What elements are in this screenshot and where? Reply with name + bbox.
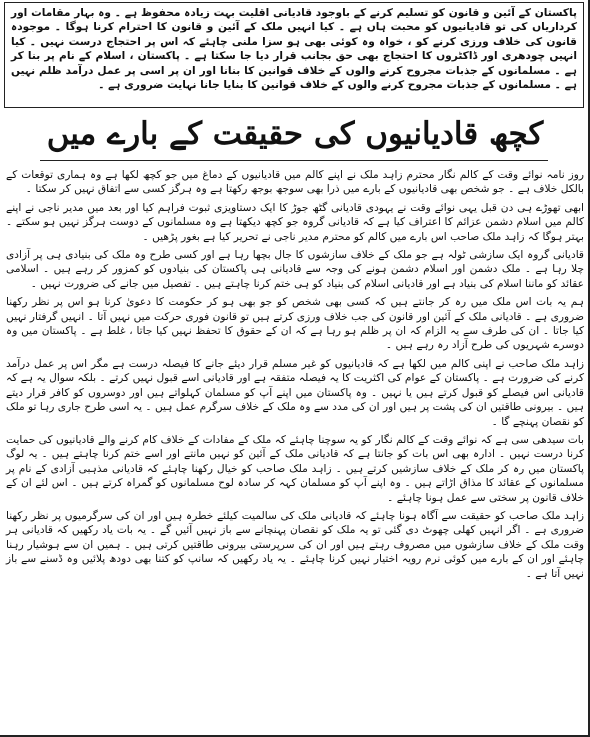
paragraph-2: ابھی تھوڑے ہی دن قبل یہی نوائے وقت نے یہودی قادیانی گٹھ جوڑ کا ایک دستاویزی ثبوت فراہم کیا اور بعد میں مدیر ناجی نے اپنے کالم میں اسلام دشمن عزائم کا اعتراف کیا ہے کہ قادیانی گروہ جو کچھ دیکھتا ہے وہ مسلمانوں کے دوست ہرگز نہیں ہو سکتے ۔ بہتر ہوگا کہ زاہد ملک صاحب اس بارے میں کالم کو محترم مدیر ناجی نے تحریر کیا ہے بغور پڑھیں ۔: [6, 201, 584, 243]
paragraph-6: بات سیدھی سی ہے کہ نوائے وقت کے کالم نگار کو یہ سوچنا چاہئے کہ ملک کے مفادات کے خلاف کام کرنے والے قادیانیوں کی حمایت کرنا درست نہیں ۔ ادارہ بھی اس بات کو جانتا ہے کہ قادیانی ملک کے آئین کو نہیں مانتے اور اسے ختم کرنا چاہتے ہیں ۔ یہ لوگ پاکستان میں رہ کر ملک کے خلاف سازشیں کرتے ہیں ۔ زاہد ملک صاحب کو خیال رکھنا چاہئے کہ قادیانی مذہبی آزادی کے نام پر مسلمانوں کے عقائد کا مذاق اڑاتے ہیں ۔ وہ اپنے آپ کو مسلمان کہہ کر سادہ لوح مسلمانوں کو گمراہ کرتے ہیں ۔ اس لئے ان کے خلاف قانون پر سختی سے عمل ہونا چاہئے ۔: [6, 433, 584, 504]
paragraph-3: قادیانی گروہ ایک سازشی ٹولہ ہے جو ملک کے خلاف سازشوں کا جال بچھا رہا ہے اور کسی طرح وہ ملک کی بنیادی ہی پر آزادی چلا رہا ہے ۔ ملک دشمن اور اسلام دشمن ہونے کی وجہ سے قادیانی ہی پاکستان کی بنیادوں کو کمزور کر رہے ہیں ۔ اسلامی عقائد کو ماننا اسلام کی بنیاد ہے اور قادیانی اسلام کی بنیاد کو ہی ختم کرنا چاہتے ہیں ۔ تفصیل میں جانے کی ضرورت نہیں ۔: [6, 249, 584, 290]
paragraph-7: زاہد ملک صاحب کو حقیقت سے آگاہ ہونا چاہئے کہ قادیانی ملک کی سالمیت کیلئے خطرہ ہیں اور ان کی سرگرمیوں پر نظر رکھنا ضروری ہے ۔ اگر انہیں کھلی چھوٹ دی گئی تو یہ ملک کو نقصان پہنچانے سے باز نہیں آئیں گے ۔ یہ بات یاد رکھیں کہ قادیانی ہر وقت ملک کے خلاف سازشوں میں مصروف رہتے ہیں اور ان کی سرپرستی بیرونی طاقتیں کرتی ہیں ۔ ہمیں ان سے ہوشیار رہنا چاہئے اور ان کے بارے میں کوئی نرم رویہ اختیار نہیں کرنا چاہئے ۔ یہ یاد رکھیں کہ سانپ کو کتنا بھی دودھ پلائیں وہ ڈسنے سے باز نہیں آتا ہے ۔: [6, 509, 584, 580]
article-headline: کچھ قادیانیوں کی حقیقت کے بارے میں: [46, 116, 544, 152]
paragraph-1: روز نامہ نوائے وقت کے کالم نگار محترم زاہد ملک نے اپنے کالم میں قادیانیوں کے دماغ میں جو کچھ لکھا ہے وہ ہماری توقعات کے بالکل خلاف ہے ۔ جو شخص بھی قادیانیوں کے بارے میں ذرا بھی سوجھ بوجھ رکھتا ہے وہ ہرگز کسی سے اتفاق نہیں کر سکتا ۔: [6, 169, 584, 196]
headline-rule: [40, 160, 548, 161]
article-body: [6, 168, 584, 585]
paragraph-5: زاہد ملک صاحب نے اپنی کالم میں لکھا ہے کہ قادیانیوں کو غیر مسلم قرار دیئے جانے کا فیصلہ درست ہے مگر اس پر عمل درآمد کرنے کی ضرورت ہے ۔ پاکستان کے عوام کی اکثریت کا یہ فیصلہ متفقہ ہے اور قادیانی اسے قبول نہیں کرتے ۔ بلکہ سوال یہ ہے کہ قادیانی اس فیصلے کو قبول کرتے ہیں یا نہیں ۔ وہ پاکستان میں اپنے آپ کو مسلمان کہلواتے ہیں اور دوسروں کو کافر قرار دیتے ہیں ۔ بیرونی طاقتیں ان کی پشت پر ہیں اور ان کی مدد سے وہ ملک کے خلاف سرگرم عمل ہیں ۔ یہ اسی طرح جاری رہا تو ملک کو نقصان پہنچے گا ۔: [6, 357, 584, 428]
paragraph-4: ہم یہ بات اس ملک میں رہ کر جانتے ہیں کہ کسی بھی شخص کو جو بھی ہو کر حکومت کا دعویٰ کرنا ہو اس پر نظر رکھنا ضروری ہے ۔ قادیانی ملک کے آئین اور قانون کی جب خلاف ورزی کرتے ہیں تو قانون فوری حرکت میں نہیں آتا ۔ انہیں گرفتار نہیں کیا جاتا ۔ ان کی طرف سے یہ الزام کہ ان پر ظلم ہو رہا ہے کہ ان کے حقوق کا تحفظ نہیں کیا جاتا ، غلط ہے ۔ پاکستان میں وہ دوسرے شہریوں کی طرح آزاد رہ رہے ہیں ۔: [6, 296, 584, 352]
intro-box: [4, 2, 584, 108]
intro-text: پاکستان کے آئین و قانون کو تسلیم کرنے کے باوجود قادیانی اقلیت بہت زیادہ محفوظ ہے ۔ وہ بہار مقامات اور کرداریاں کی تو قادیانیوں کو محبت ہاں ہے ۔ کیا انہیں ملک کے آئین و قانون کا احترام کرنا ہوگا ۔ موجودہ قانون کی خلاف ورزی کرنے کو ، خواہ وہ کوئی بھی ہو سزا ملنی چاہئے کہ اس پر احتجاج درست نہیں ۔ کیا انہیں چودھری اور ڈاکٹروں کا احتجاج بھی حق بجانب قرار دیا جا سکتا ہے ۔ پاکستان ، اسلام کے نام پر بنا کر ہے ۔ مسلمانوں کے جذبات مجروح کرنے والوں کے خلاف قوانین کا بنانا اور ان پر اسی پر عمل درآمد ظلم نہیں ہے ۔ مسلمانوں کے جذبات مجروح کرنے والوں کے خلاف قوانین کا بنایا جانا نہایت ضروری ہے ۔: [11, 7, 577, 92]
